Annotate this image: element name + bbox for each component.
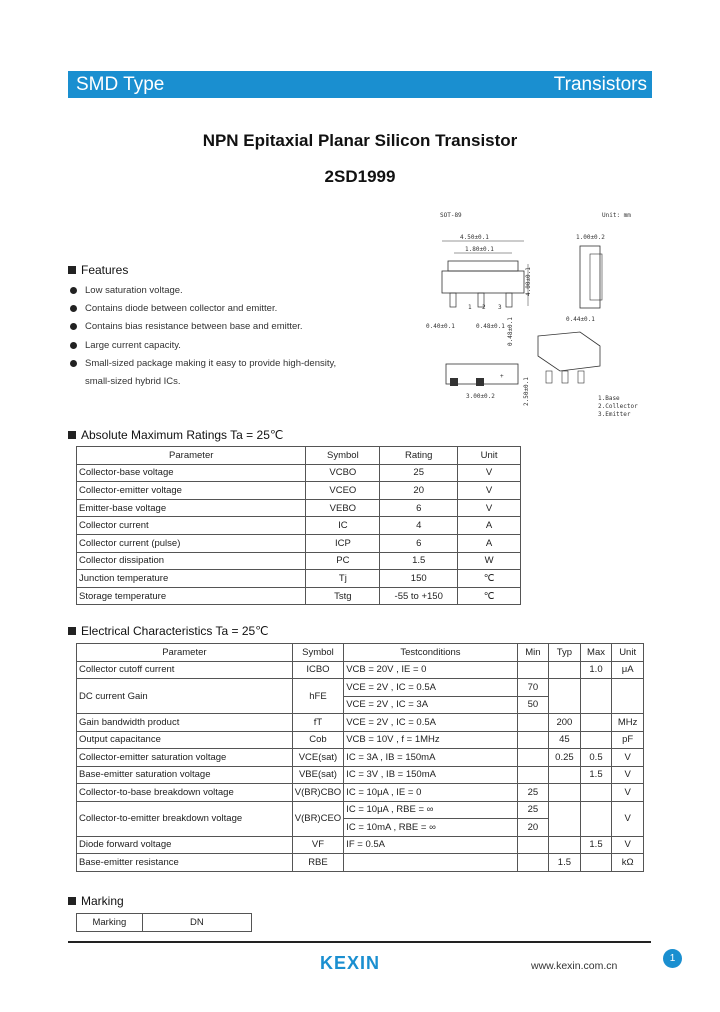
- bullet-dot-icon: [70, 342, 77, 349]
- elec-heading: Electrical Characteristics Ta = 25℃: [68, 624, 269, 638]
- table-row: Collector current (pulse) ICP 6 A: [77, 534, 521, 552]
- bullet-dot-icon: [70, 287, 77, 294]
- bullet-square-icon: [68, 431, 76, 439]
- table-row: Base-emitter saturation voltage VBE(sat) IC = 3V , IB = 150mA 1.5 V: [77, 766, 644, 784]
- table-row: Collector-to-emitter breakdown voltage V(BR)CEO IC = 10μA , RBE = ∞ 25 V: [77, 801, 644, 819]
- table-row: Output capacitance Cob VCB = 10V , f = 1MHz 45 pF: [77, 731, 644, 749]
- pin-legend-1: 1.Base: [598, 395, 620, 402]
- dim-thickness: 1.00±0.2: [576, 234, 605, 241]
- elec-char-table: [76, 643, 644, 872]
- table-row: Collector cutoff current ICBO VCB = 20V , IE = 0 1.0 μA: [77, 661, 644, 679]
- col-header: Rating: [380, 447, 458, 465]
- marking-label: Marking: [77, 914, 143, 932]
- document-title: NPN Epitaxial Planar Silicon Transistor: [202, 131, 518, 150]
- part-number: 2SD1999: [324, 167, 396, 186]
- table-row: Collector-emitter voltage VCEO 20 V: [77, 482, 521, 500]
- dim-lead: 0.48±0.1: [507, 317, 514, 346]
- list-item: Low saturation voltage.: [70, 281, 370, 299]
- header-category: SMD Type: [76, 74, 165, 95]
- pin-label-2: 2: [482, 304, 486, 311]
- bullet-square-icon: [68, 266, 76, 274]
- marking-value: DN: [142, 914, 251, 932]
- pin-legend-2: 2.Collector: [598, 403, 638, 410]
- abs-max-heading: Absolute Maximum Ratings Ta = 25℃: [68, 428, 283, 442]
- pin-label-3: 3: [498, 304, 502, 311]
- table-row: Junction temperature Tj 150 ℃: [77, 570, 521, 588]
- col-header: Parameter: [77, 447, 306, 465]
- dim-width: 4.50±0.1: [460, 234, 489, 241]
- table-row: Collector dissipation PC 1.5 W: [77, 552, 521, 570]
- dim-pin-width: 0.40±0.1: [426, 323, 455, 330]
- company-logo: KEXIN: [320, 953, 381, 973]
- page-number: 1: [663, 949, 682, 968]
- table-row: Storage temperature Tstg -55 to +150 ℃: [77, 587, 521, 605]
- list-item: Large current capacity.: [70, 336, 370, 354]
- dim-3d: 2.50±0.1: [523, 377, 530, 406]
- table-header-row: [77, 447, 521, 465]
- bullet-dot-icon: [70, 305, 77, 312]
- header-product-type: Transistors: [553, 74, 647, 95]
- bullet-dot-icon: [70, 323, 77, 330]
- table-row: Collector-emitter saturation voltage VCE(sat) IC = 3A , IB = 150mA 0.25 0.5 V: [77, 749, 644, 767]
- plus-mark: +: [500, 373, 504, 380]
- table-row: Collector current IC 4 A: [77, 517, 521, 535]
- abs-max-table: [76, 446, 521, 605]
- footer-divider: [68, 941, 651, 943]
- marking-table: [76, 913, 252, 932]
- table-row: DC current Gain hFE VCE = 2V , IC = 0.5A 70: [77, 679, 644, 697]
- table-row: Base-emitter resistance RBE 1.5 kΩ: [77, 854, 644, 872]
- dim-side-pin: 0.44±0.1: [566, 316, 595, 323]
- table-row: VCE = 2V , IC = 3A 50: [77, 696, 644, 714]
- table-row: Diode forward voltage VF IF = 0.5A 1.5 V: [77, 836, 644, 854]
- pin-label-1: 1: [468, 304, 472, 311]
- package-name: SOT-89: [440, 212, 462, 219]
- list-item-continuation: small-sized hybrid ICs.: [85, 376, 181, 388]
- features-list: [70, 281, 370, 391]
- dim-bottom-length: 3.00±0.2: [466, 393, 495, 400]
- pin-legend-3: 3.Emitter: [598, 411, 631, 418]
- dim-tab-width: 1.80±0.1: [465, 246, 494, 253]
- list-item: Small-sized package making it easy to provide high-density,: [70, 354, 370, 372]
- dim-height: 4.00±0.1: [525, 267, 532, 296]
- package-unit: Unit: mm: [602, 212, 631, 219]
- features-heading: Features: [68, 263, 128, 277]
- marking-heading: Marking: [68, 894, 124, 908]
- table-row: IC = 10mA , RBE = ∞ 20: [77, 819, 644, 837]
- header-bar: [68, 71, 652, 98]
- table-row: Collector-base voltage VCBO 25 V: [77, 464, 521, 482]
- company-url[interactable]: www.kexin.com.cn: [531, 960, 618, 972]
- bullet-dot-icon: [70, 360, 77, 367]
- table-row: Emitter-base voltage VEBO 6 V: [77, 499, 521, 517]
- package-outline-drawing: [420, 206, 650, 426]
- list-item: Contains diode between collector and emitter.: [70, 299, 370, 317]
- bullet-square-icon: [68, 897, 76, 905]
- table-row: [77, 914, 252, 932]
- table-row: Collector-to-base breakdown voltage V(BR)CBO IC = 10μA , IE = 0 25 V: [77, 784, 644, 802]
- table-header-row: Parameter Symbol Testconditions Min Typ Max Unit: [77, 644, 644, 662]
- bullet-square-icon: [68, 627, 76, 635]
- dim-pin-pitch: 0.48±0.1: [476, 323, 505, 330]
- list-item: Contains bias resistance between base and emitter.: [70, 318, 370, 336]
- table-row: Gain bandwidth product fT VCE = 2V , IC = 0.5A 200 MHz: [77, 714, 644, 732]
- col-header: Unit: [458, 447, 521, 465]
- col-header: Symbol: [306, 447, 380, 465]
